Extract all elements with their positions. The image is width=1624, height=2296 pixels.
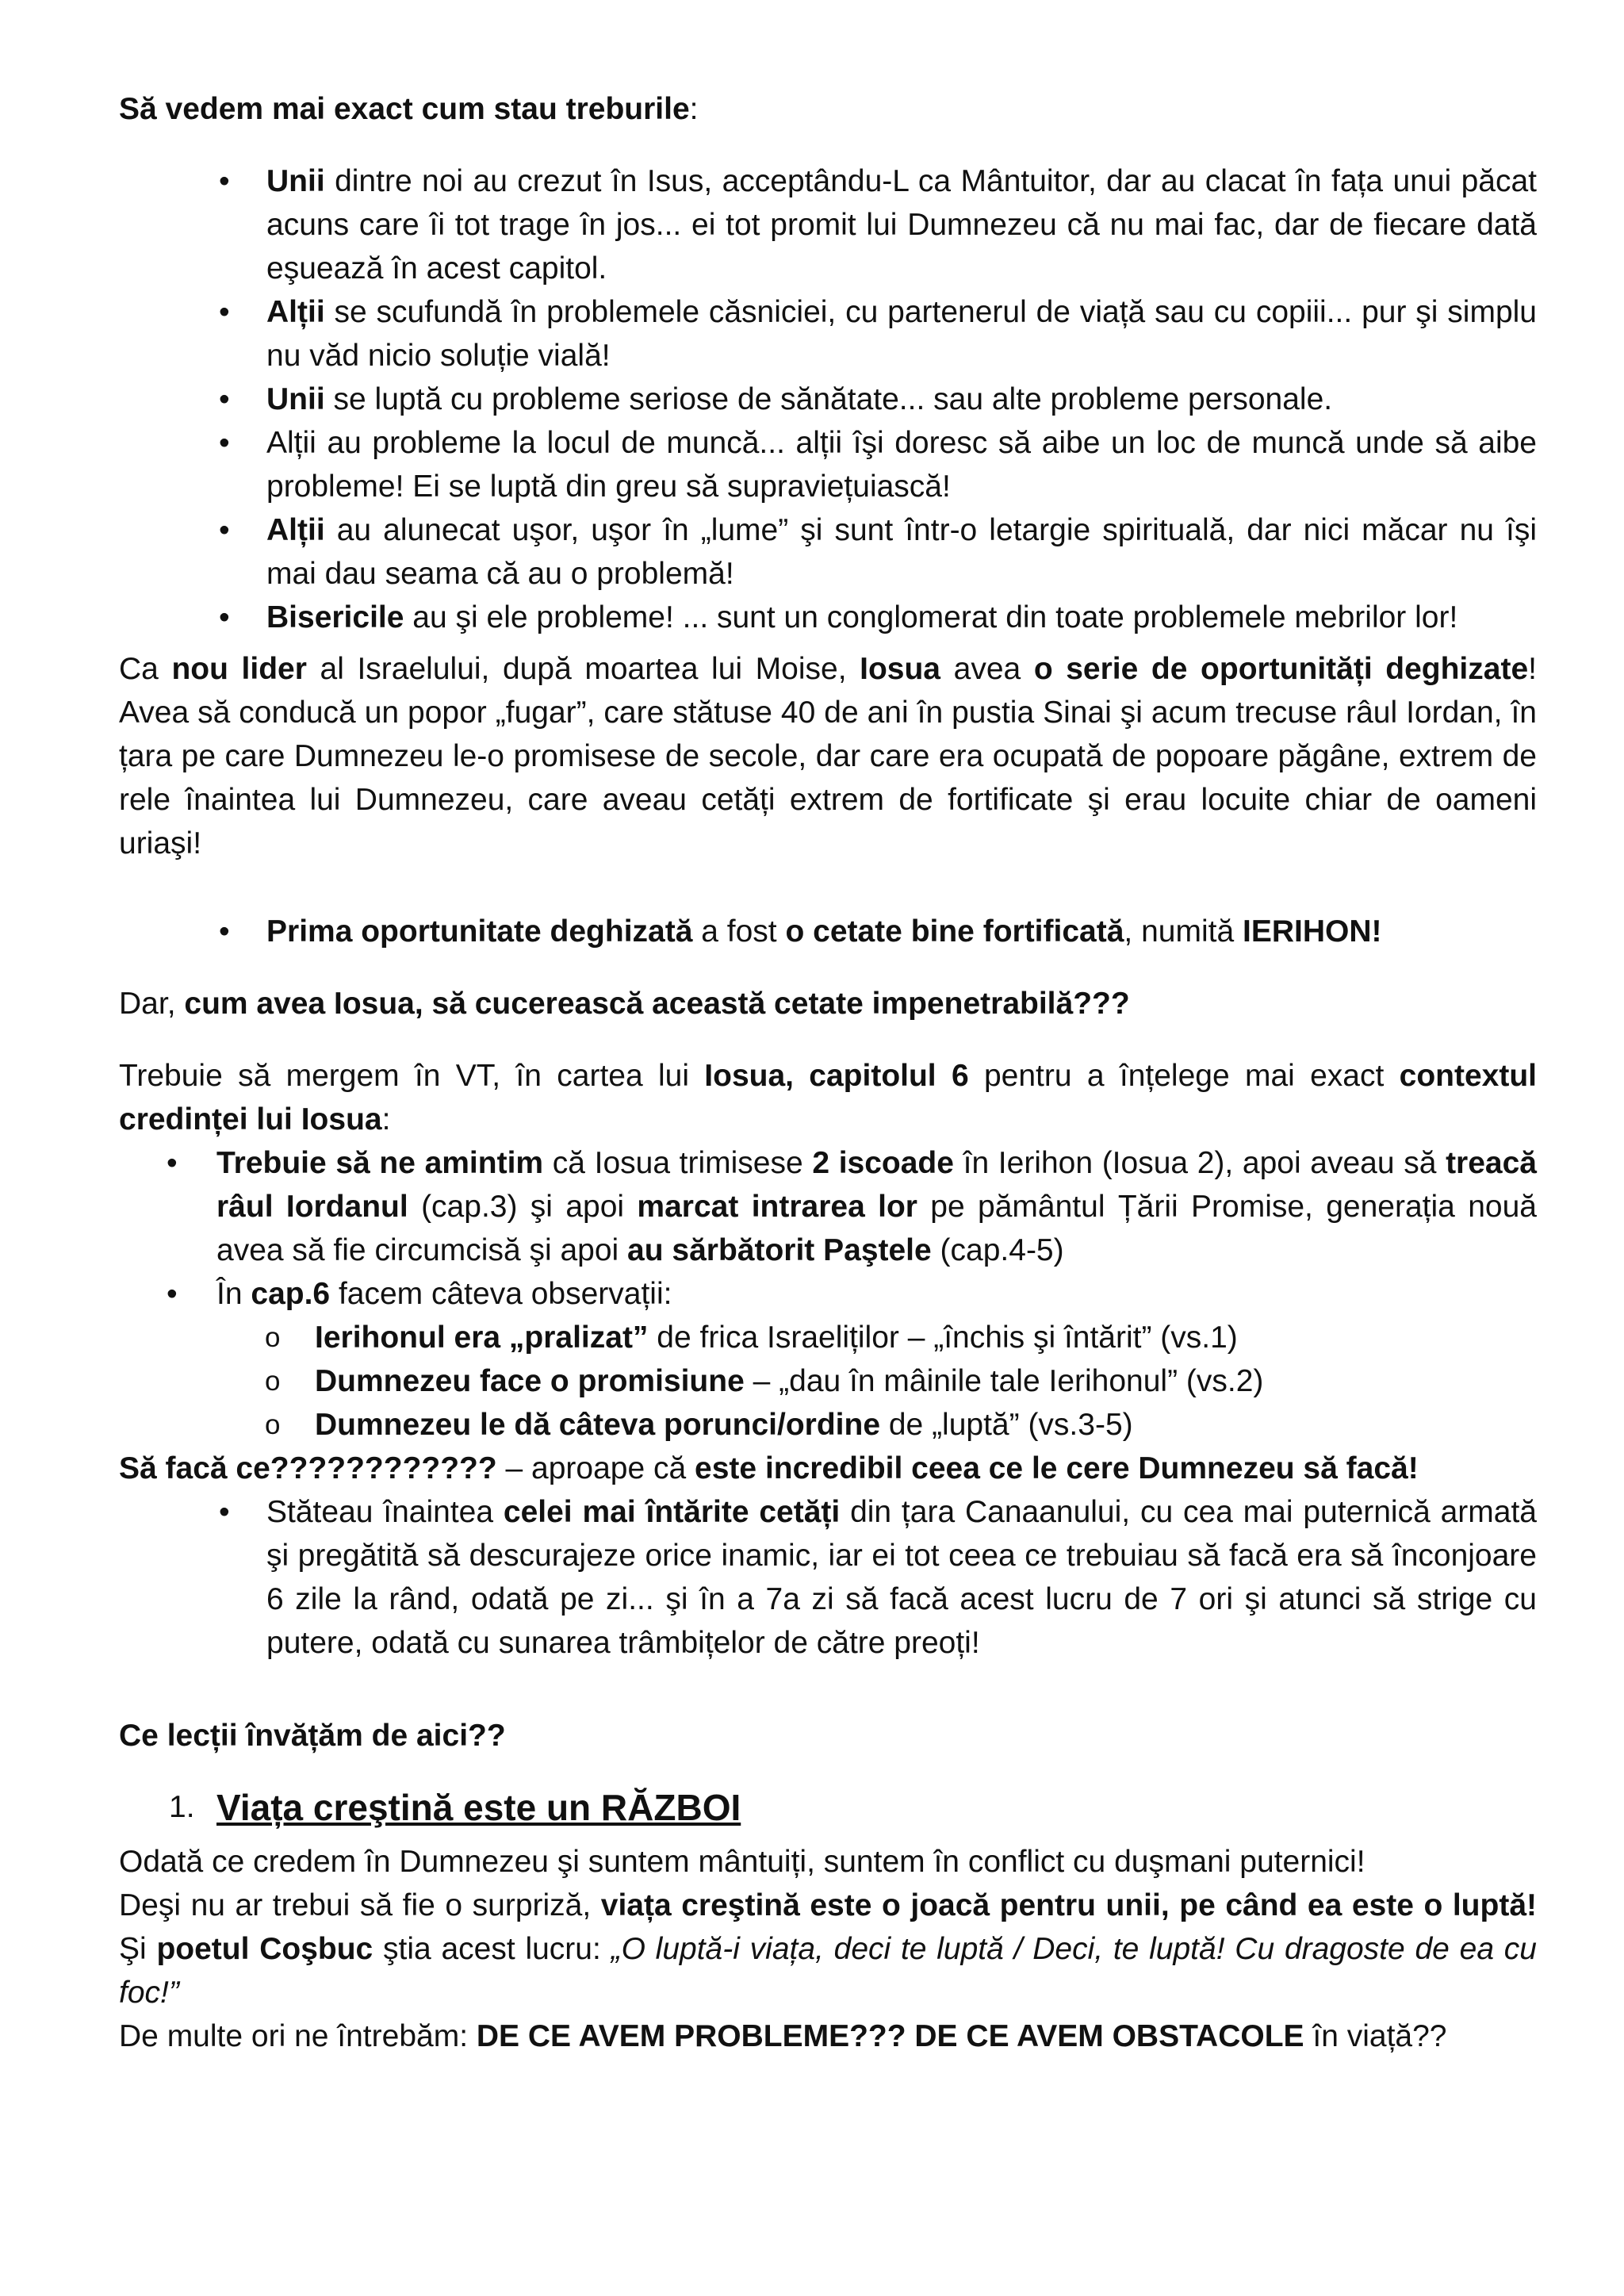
surround-city-list [119,1490,1537,1665]
question-conquer: Dar, cum avea Iosua, să cucerească această cetate impenetrabilă??? [119,987,1130,1021]
paragraph-context: Trebuie să mergem în VT, în cartea lui Iosua, capitolul 6 pentru a înțelege mai exact contextul credinței lui Iosua: [119,1059,1537,1137]
line-what-to-do: Să facă ce???????????? – aproape că este incredibil ceea ce le cere Dumnezeu să facă! [119,1451,1419,1485]
paragraph-final-1: Odată ce credem în Dumnezeu şi suntem mântuiți, suntem în conflict cu duşmani puternici! [119,1845,1365,1879]
context-list [119,1141,1537,1447]
list-item: • Alții au probleme la locul de muncă... alții îşi doresc să aibe un loc de muncă unde să aibe probleme! Ei se luptă din greu să supraviețuiască! [119,421,1537,508]
list-item: • Alții au alunecat uşor, uşor în „lume” şi sunt într-o letargie spirituală, dar nici măcar nu îşi mai dau seama că au o problemă! [119,508,1537,596]
paragraph-final-2: Deşi nu ar trebui să fie o surpriză, viața creştină este o joacă pentru unii, pe când ea este o luptă! Şi poetul Coşbuc ştia acest lucru: „O luptă-i viața, deci te luptă / Deci, te luptă! Cu dragoste de ea cu foc!” [119,1888,1537,2010]
sub-list-item: o Dumnezeu face o promisiune – „dau în mâinile tale Ierihonul” (vs.2) [119,1359,1537,1403]
list-item: • Alții se scufundă în problemele căsniciei, cu partenerul de viață sau cu copiii... pur şi simplu nu văd nicio soluție vială! [119,290,1537,378]
problems-list [119,159,1537,639]
list-item: • Prima oportunitate deghizată a fost o cetate bine fortificată, numită IERIHON! [119,910,1537,953]
list-item: • Unii se luptă cu probleme seriose de sănătate... sau alte probleme personale. [119,378,1537,421]
list-item: • Trebuie să ne amintim că Iosua trimisese 2 iscoade în Ierihon (Iosua 2), apoi aveau să treacă râul Iordanul (cap.3) şi apoi marcat intrarea lor pe pământul Țării Promise, generația nouă avea să fie circumcisă şi apoi au sărbătorit Paştele (cap.4-5) [119,1141,1537,1272]
lessons-question: Ce lecții învățăm de aici?? [119,1719,506,1753]
intro-line: Să vedem mai exact cum stau treburile: [119,92,699,126]
list-item: • În cap.6 facem câteva observații: [119,1272,1537,1316]
sub-list-item: o Ierihonul era „pralizat” de frica Israeliților – „închis şi întărit” (vs.1) [119,1316,1537,1359]
list-item: • Unii dintre noi au crezut în Isus, acceptându-L ca Mântuitor, dar au clacat în fața unui păcat acuns care îi tot trage în jos... ei tot promit lui Dumnezeu că nu mai fac, dar de fiecare dată eşuează în acest capitol. [119,159,1537,290]
paragraph-new-leader: Ca nou lider al Israelului, după moartea lui Moise, Iosua avea o serie de oportunități deghizate! Avea să conducă un popor „fugar”, care stătuse 40 de ani în pustia Sinai şi acum trecuse râul Iordan, în țara pe care Dumnezeu le-o promisese de secole, dar care era ocupată de popoare păgâne, extrem de rele înaintea lui Dumnezeu, care aveau cetăți extrem de fortificate şi erau locuite chiar de oameni uriaşi! [119,652,1537,861]
sub-list-item: o Dumnezeu le dă câteva porunci/ordine de „luptă” (vs.3-5) [119,1403,1537,1447]
list-item: • Stăteau înaintea celei mai întărite cetăți din țara Canaanului, cu cea mai puternică armată şi pregătită să descurajeze orice inamic, iar ei tot ceea ce trebuiau să facă era să înconjoare 6 zile la rând, odată pe zi... şi în a 7a zi să facă acest lucru de 7 ori şi atunci să strige cu putere, odată cu sunarea trâmbițelor de către preoți! [119,1490,1537,1665]
list-item: • Bisericile au şi ele probleme! ... sunt un conglomerat din toate problemele mebrilor lor! [119,596,1537,639]
paragraph-final-3: De multe ori ne întrebăm: DE CE AVEM PROBLEME??? DE CE AVEM OBSTACOLE în viață?? [119,2019,1447,2053]
first-opportunity-list [119,910,1537,953]
section-heading-1: 1. Viața creştină este un RĂZBOI [169,1787,741,1828]
